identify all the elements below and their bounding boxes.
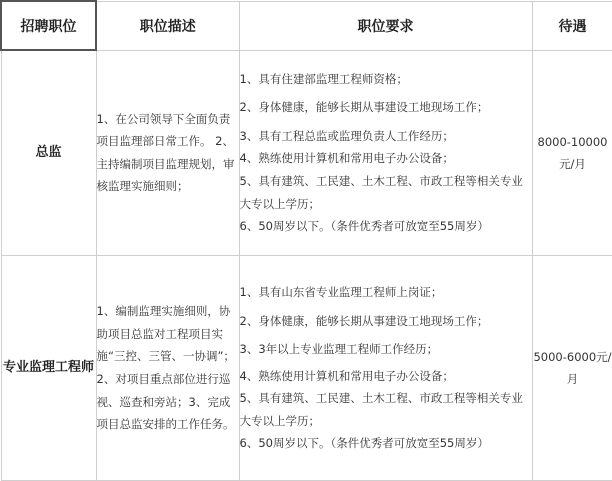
requirement-item: 1、具有住建部监理工程师资格； <box>239 71 408 86</box>
requirement-item: 3、具有工程总监或监理负责人工作经历； <box>239 128 454 143</box>
requirement-item: 6、50周岁以下。（条件优秀者可放宽至55周岁） <box>239 436 489 451</box>
requirement-item: 3、3年以上专业监理工程师工作经历； <box>239 342 439 357</box>
position-requirements <box>239 256 532 481</box>
position-requirements <box>239 50 532 256</box>
position-title: 总监 <box>1 50 96 256</box>
requirement-item: 2、身体健康，能够长期从事建设工地现场工作； <box>239 313 489 328</box>
requirement-item: 4、熟练使用计算机和常用电子办公设备； <box>239 151 454 166</box>
requirement-item: 2、身体健康，能够长期从事建设工地现场工作； <box>239 100 489 115</box>
header-description: 职位描述 <box>96 1 239 50</box>
header-row <box>1 1 612 50</box>
table-row <box>1 256 612 481</box>
requirement-item: 1、具有山东省专业监理工程师上岗证； <box>239 284 443 299</box>
header-salary: 待遇 <box>532 1 612 50</box>
table-row <box>1 50 612 256</box>
position-description: 1、在公司领导下全面负责项目监理部日常工作。 2、主持编制项目监理规划，审核监理实施细则； <box>96 50 239 256</box>
requirement-item: 6、50周岁以下。（条件优秀者可放宽至55周岁） <box>239 219 489 234</box>
position-description: 1、编制监理实施细则，协助项目总监对工程项目实施“三控、三管、一协调”； 2、对项目重点部位进行巡视、巡查和旁站；3、完成项目总监安排的工作任务。 <box>96 256 239 481</box>
requirement-item: 4、熟练使用计算机和常用电子办公设备； <box>239 368 454 383</box>
requirement-item: 5、具有建筑、工民建、土木工程、市政工程等相关专业大专以上学历； <box>239 391 523 428</box>
salary: 5000-6000元/月 <box>532 256 612 481</box>
requirement-item: 5、具有建筑、工民建、土木工程、市政工程等相关专业大专以上学历； <box>239 174 523 211</box>
salary: 8000-10000元/月 <box>532 50 612 256</box>
position-title: 专业监理工程师 <box>1 256 96 481</box>
header-position: 招聘职位 <box>1 1 96 50</box>
header-requirements: 职位要求 <box>239 1 532 50</box>
